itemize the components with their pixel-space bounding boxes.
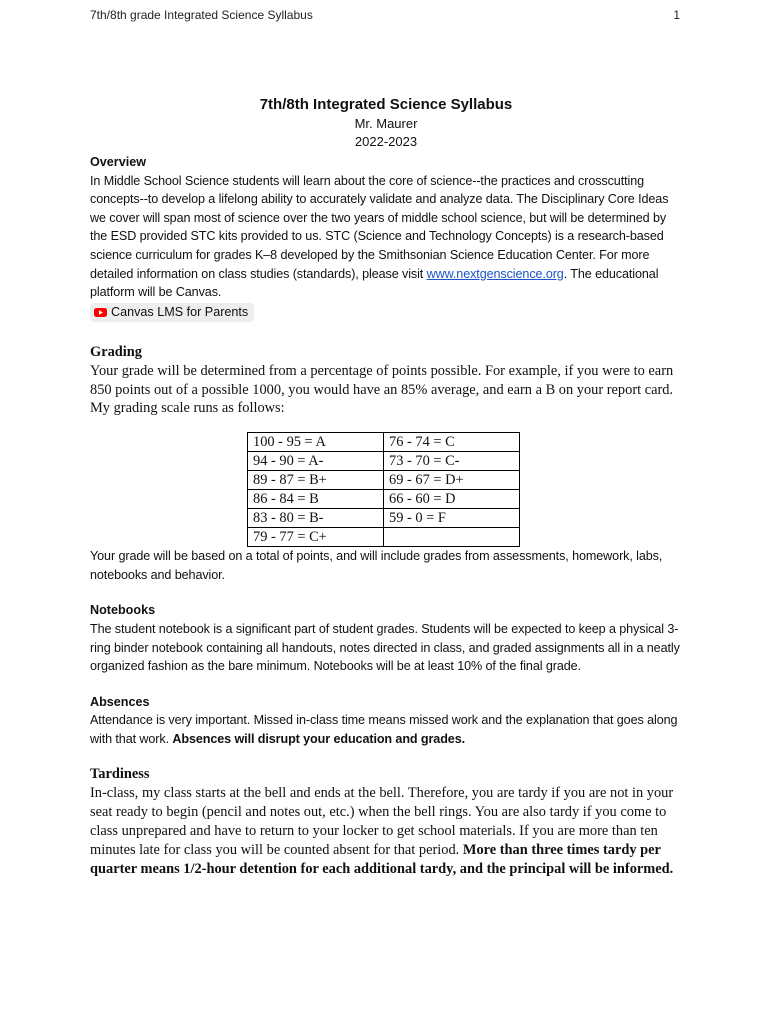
table-cell bbox=[384, 528, 520, 547]
table-cell: 89 - 87 = B+ bbox=[248, 471, 384, 490]
canvas-video-chip[interactable] bbox=[90, 303, 254, 322]
table-row bbox=[248, 528, 520, 547]
overview-text-main: In Middle School Science students will learn about the core of science--the practices and crosscutting concepts--to develop a lifelong ability to accurately validate and analyze data. The Disciplinary Core Ideas we cover will span most of science over the two years of middle school science, but will be determined by the ESD provided STC kits provided to us. STC (Science and Technology Concepts) is a research-based science curriculum for grades K–8 developed by the Smithsonian Science Education Center. For more detailed information on class studies (standards), please visit bbox=[90, 173, 669, 281]
table-cell: 86 - 84 = B bbox=[248, 490, 384, 509]
table-cell: 94 - 90 = A- bbox=[248, 452, 384, 471]
youtube-icon bbox=[94, 308, 107, 317]
grading-section bbox=[90, 343, 682, 585]
table-cell: 76 - 74 = C bbox=[384, 433, 520, 452]
grading-after-text: Your grade will be based on a total of points, and will include grades from assessments, homework, labs, notebooks and behavior. bbox=[90, 549, 663, 582]
table-cell: 66 - 60 = D bbox=[384, 490, 520, 509]
absences-text-bold: Absences will disrupt your education and grades. bbox=[172, 731, 466, 746]
document-title: 7th/8th Integrated Science Syllabus bbox=[259, 96, 513, 113]
tardiness-text bbox=[90, 784, 682, 878]
table-row bbox=[248, 433, 520, 452]
notebooks-heading: Notebooks bbox=[90, 603, 156, 618]
table-cell: 79 - 77 = C+ bbox=[248, 528, 384, 547]
notebooks-text: The student notebook is a significant part of student grades. Students will be expected to keep a physical 3-ring binder notebook containing all handouts, notes directed in class, and graded assignments all in a neatly organized fashion as the bare minimum. Notebooks will be at least 10% of the final grade. bbox=[90, 621, 680, 674]
table-row bbox=[248, 471, 520, 490]
absences-section bbox=[90, 693, 682, 749]
table-row bbox=[248, 452, 520, 471]
tardiness-text-bold: More than three times tardy per quarter means 1/2-hour detention for each additional tardy, and the principal will be informed. bbox=[90, 841, 674, 877]
absences-text bbox=[90, 711, 682, 748]
table-cell: 59 - 0 = F bbox=[384, 509, 520, 528]
canvas-video-chip-label: Canvas LMS for Parents bbox=[111, 304, 249, 319]
teacher-name: Mr. Maurer bbox=[354, 116, 418, 131]
document-body bbox=[90, 95, 682, 878]
grading-scale-table bbox=[247, 432, 520, 547]
table-row bbox=[248, 490, 520, 509]
overview-text-end: . The educational platform will be Canvas. bbox=[90, 266, 659, 300]
overview-heading: Overview bbox=[90, 155, 147, 169]
table-cell: 69 - 67 = D+ bbox=[384, 471, 520, 490]
notebooks-section bbox=[90, 601, 682, 675]
table-cell: 100 - 95 = A bbox=[248, 433, 384, 452]
grading-heading: Grading bbox=[90, 343, 142, 360]
running-header bbox=[90, 8, 680, 22]
tardiness-section bbox=[90, 765, 682, 878]
nextgenscience-link[interactable]: www.nextgenscience.org bbox=[426, 266, 564, 281]
table-row bbox=[248, 509, 520, 528]
absences-text-main: Attendance is very important. Missed in-class time means missed work and the explanation that goes along with that work. bbox=[90, 713, 678, 746]
grading-text: Your grade will be determined from a percentage of points possible. For example, if you were to earn 850 points out of a possible 1000, you would have an 85% average, and earn a B on your report card. My grading scale runs as follows: bbox=[90, 362, 674, 417]
school-year: 2022-2023 bbox=[354, 134, 418, 149]
tardiness-text-main: In-class, my class starts at the bell and ends at the bell. Therefore, you are tardy if you are not in your seat ready to begin (pencil and notes out, etc.) when the bell rings. You are also tardy if you come to class unprepared and have to return to your locker to get school materials. If you are more than ten minutes late for class you will be counted absent for that period. bbox=[90, 785, 674, 858]
tardiness-heading: Tardiness bbox=[90, 766, 150, 783]
overview-text bbox=[90, 172, 682, 302]
page-number: 1 bbox=[673, 8, 680, 22]
overview-section bbox=[90, 153, 682, 322]
table-cell: 83 - 80 = B- bbox=[248, 509, 384, 528]
running-title: 7th/8th grade Integrated Science Syllabus bbox=[90, 8, 313, 22]
table-cell: 73 - 70 = C- bbox=[384, 452, 520, 471]
absences-heading: Absences bbox=[90, 694, 150, 709]
